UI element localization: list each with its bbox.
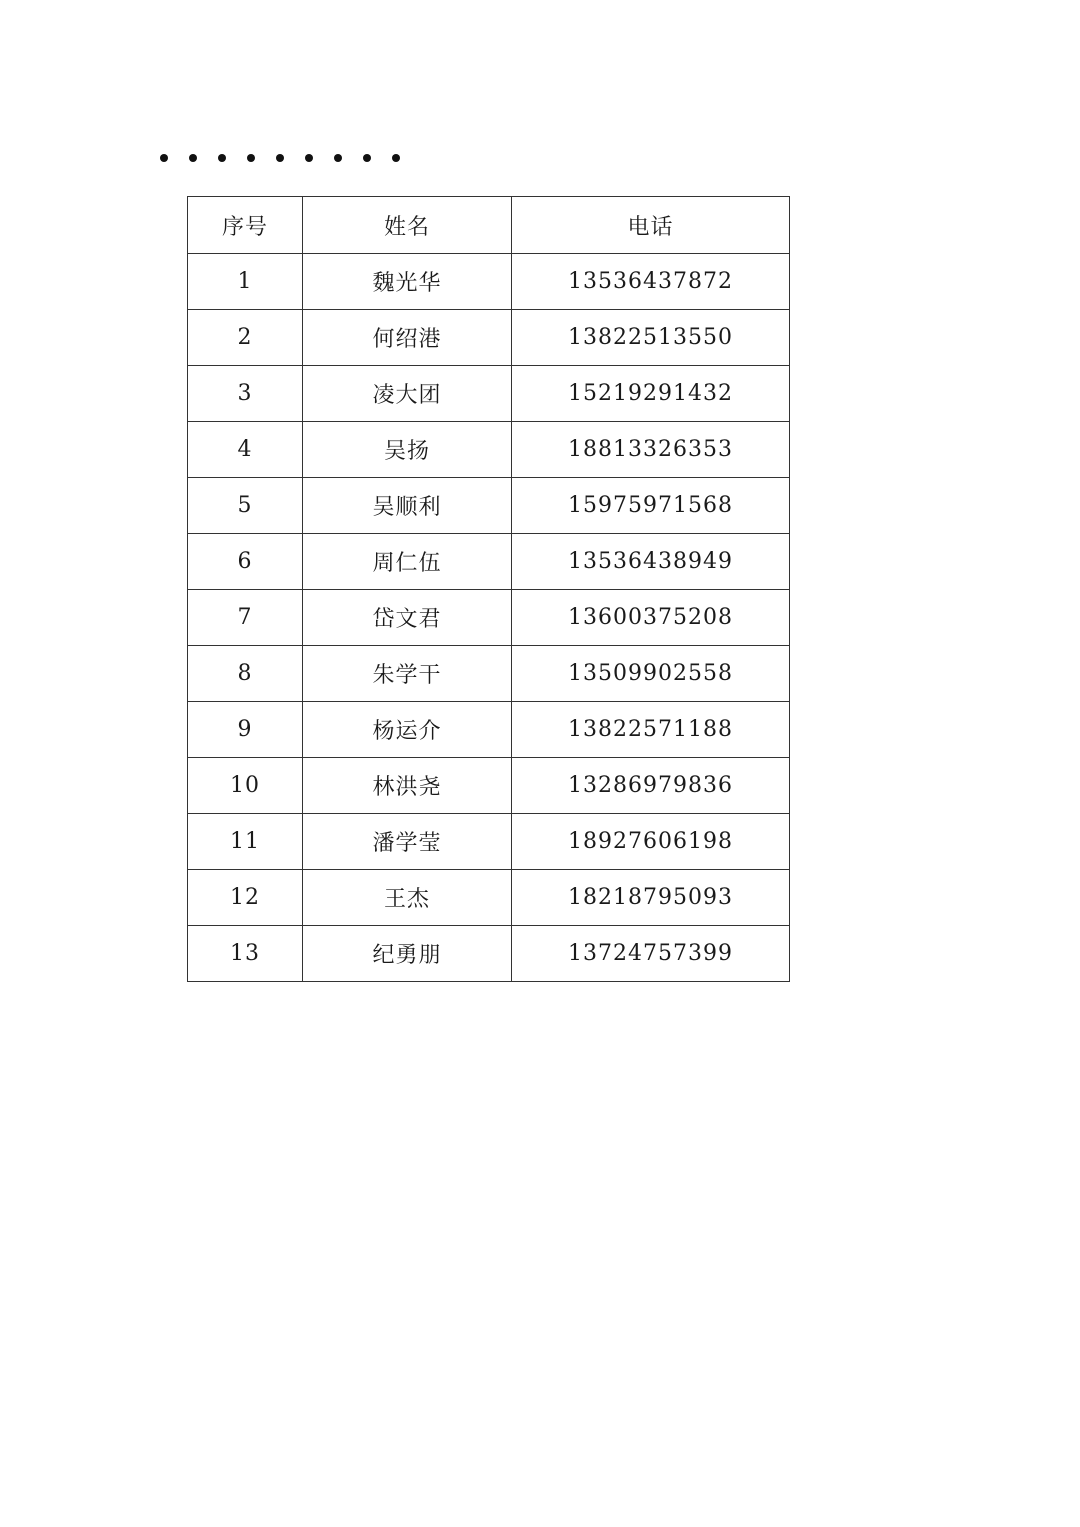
cell-name: 魏光华 bbox=[303, 254, 512, 310]
table-row bbox=[188, 310, 790, 366]
cell-index: 5 bbox=[188, 478, 303, 534]
dot bbox=[189, 154, 197, 162]
cell-phone: 13286979836 bbox=[512, 758, 790, 814]
cell-index: 6 bbox=[188, 534, 303, 590]
dot bbox=[218, 154, 226, 162]
cell-phone: 15975971568 bbox=[512, 478, 790, 534]
cell-name: 王杰 bbox=[303, 870, 512, 926]
cell-index: 10 bbox=[188, 758, 303, 814]
cell-name: 纪勇朋 bbox=[303, 926, 512, 982]
cell-name: 吴扬 bbox=[303, 422, 512, 478]
cell-index: 9 bbox=[188, 702, 303, 758]
table-row bbox=[188, 758, 790, 814]
cell-name: 凌大团 bbox=[303, 366, 512, 422]
cell-index: 11 bbox=[188, 814, 303, 870]
cell-index: 13 bbox=[188, 926, 303, 982]
table-row bbox=[188, 814, 790, 870]
table-row bbox=[188, 254, 790, 310]
table-row bbox=[188, 478, 790, 534]
header-index: 序号 bbox=[188, 197, 303, 254]
cell-phone: 15219291432 bbox=[512, 366, 790, 422]
table-row bbox=[188, 590, 790, 646]
contact-table bbox=[187, 196, 790, 982]
dot bbox=[276, 154, 284, 162]
dot bbox=[305, 154, 313, 162]
dot bbox=[392, 154, 400, 162]
cell-index: 3 bbox=[188, 366, 303, 422]
cell-phone: 13724757399 bbox=[512, 926, 790, 982]
table-row bbox=[188, 534, 790, 590]
cell-phone: 13509902558 bbox=[512, 646, 790, 702]
header-name: 姓名 bbox=[303, 197, 512, 254]
cell-name: 朱学干 bbox=[303, 646, 512, 702]
table-row bbox=[188, 646, 790, 702]
cell-phone: 13600375208 bbox=[512, 590, 790, 646]
cell-name: 何绍港 bbox=[303, 310, 512, 366]
table-row bbox=[188, 702, 790, 758]
cell-name: 岱文君 bbox=[303, 590, 512, 646]
dot bbox=[160, 154, 168, 162]
dot bbox=[247, 154, 255, 162]
cell-phone: 18813326353 bbox=[512, 422, 790, 478]
cell-index: 7 bbox=[188, 590, 303, 646]
cell-phone: 13536438949 bbox=[512, 534, 790, 590]
cell-index: 8 bbox=[188, 646, 303, 702]
cell-phone: 18218795093 bbox=[512, 870, 790, 926]
table-row bbox=[188, 366, 790, 422]
cell-name: 潘学莹 bbox=[303, 814, 512, 870]
cell-name: 吴顺利 bbox=[303, 478, 512, 534]
cell-phone: 18927606198 bbox=[512, 814, 790, 870]
cell-index: 4 bbox=[188, 422, 303, 478]
table-row bbox=[188, 870, 790, 926]
ellipsis-dots bbox=[160, 150, 421, 166]
header-phone: 电话 bbox=[512, 197, 790, 254]
cell-phone: 13822513550 bbox=[512, 310, 790, 366]
dot bbox=[363, 154, 371, 162]
cell-index: 2 bbox=[188, 310, 303, 366]
cell-name: 周仁伍 bbox=[303, 534, 512, 590]
table-row bbox=[188, 926, 790, 982]
cell-index: 12 bbox=[188, 870, 303, 926]
cell-index: 1 bbox=[188, 254, 303, 310]
cell-phone: 13536437872 bbox=[512, 254, 790, 310]
table-header-row bbox=[188, 197, 790, 254]
cell-name: 杨运介 bbox=[303, 702, 512, 758]
dot bbox=[334, 154, 342, 162]
cell-name: 林洪尧 bbox=[303, 758, 512, 814]
cell-phone: 13822571188 bbox=[512, 702, 790, 758]
table-row bbox=[188, 422, 790, 478]
